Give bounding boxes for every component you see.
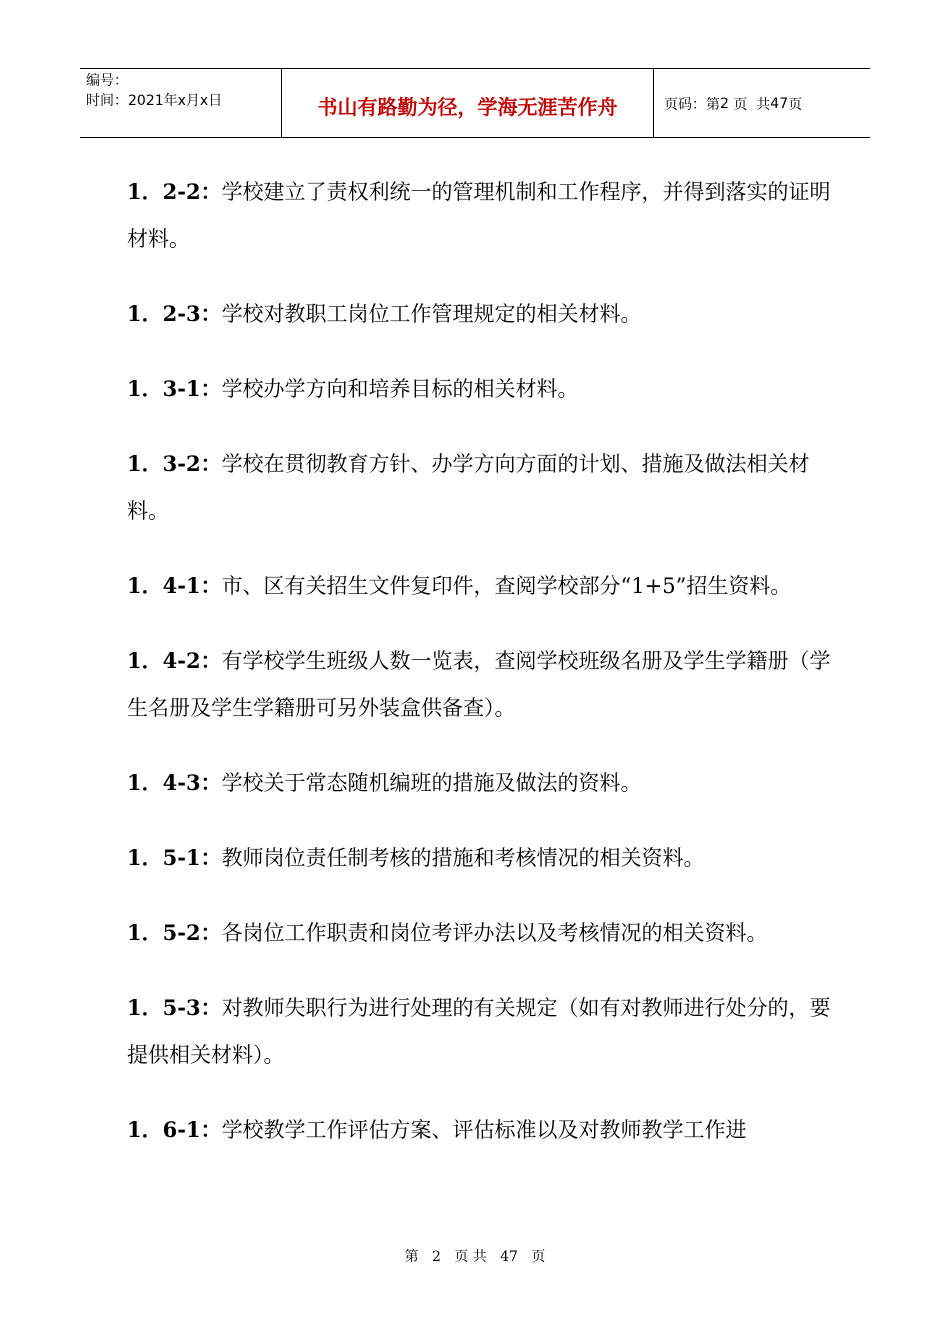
list-item xyxy=(127,834,835,882)
item-text: 学校在贯彻教育方针、办学方向方面的计划、措施及做法相关材料。 xyxy=(127,452,810,523)
item-code: 1．4-2： xyxy=(127,648,222,673)
list-item xyxy=(127,168,835,263)
page-total: 47 xyxy=(770,96,789,112)
item-text: 各岗位工作职责和岗位考评办法以及考核情况的相关资料。 xyxy=(221,921,768,945)
page-mid: 页 共 xyxy=(733,97,771,113)
header-meta xyxy=(80,69,282,137)
header-motto: 书山有路勤为径，学海无涯苦作舟 xyxy=(282,69,654,137)
header-page-info xyxy=(654,69,870,137)
item-text: 对教师失职行为进行处理的有关规定（如有对教师进行处分的，要提供相关材料）。 xyxy=(127,996,831,1067)
list-item xyxy=(127,290,835,338)
item-code: 1．3-1： xyxy=(127,376,222,401)
item-code: 1．6-1： xyxy=(127,1117,222,1142)
item-text: 学校对教职工岗位工作管理规定的相关材料。 xyxy=(221,302,642,326)
page-number: 2 xyxy=(720,96,729,112)
date-label: 时间：2021年x月x日 xyxy=(86,93,223,109)
item-text: 教师岗位责任制考核的措施和考核情况的相关资料。 xyxy=(221,846,705,870)
item-code: 1．2-2： xyxy=(127,179,222,204)
list-item xyxy=(127,909,835,957)
footer-page: 2 xyxy=(432,1249,441,1265)
serial-label: 编号： xyxy=(86,73,128,89)
item-text: 学校办学方向和培养目标的相关材料。 xyxy=(221,377,579,401)
footer-post: 页 xyxy=(531,1249,546,1265)
item-code: 1．4-1： xyxy=(127,573,222,598)
list-item xyxy=(127,365,835,413)
footer-total: 47 xyxy=(500,1249,518,1265)
item-text: 学校关于常态随机编班的措施及做法的资料。 xyxy=(221,771,642,795)
item-text: 市、区有关招生文件复印件，查阅学校部分“1+5”招生资料。 xyxy=(221,574,792,598)
item-code: 1．3-2： xyxy=(127,451,222,476)
list-item xyxy=(127,1106,835,1154)
page-end: 页 xyxy=(788,97,803,113)
item-text: 学校教学工作评估方案、评估标准以及对教师教学工作进 xyxy=(221,1118,747,1142)
list-item xyxy=(127,984,835,1079)
list-item xyxy=(127,440,835,535)
page-label: 页码：第 xyxy=(664,97,720,113)
item-text: 学校建立了责权利统一的管理机制和工作程序，并得到落实的证明材料。 xyxy=(127,180,831,251)
item-text: 有学校学生班级人数一览表，查阅学校班级名册及学生学籍册（学生名册及学生学籍册可另外装盒供备查）。 xyxy=(127,649,831,720)
item-code: 1．2-3： xyxy=(127,301,222,326)
list-item xyxy=(127,637,835,732)
page-header xyxy=(80,68,870,138)
list-item xyxy=(127,759,835,807)
list-item xyxy=(127,562,835,610)
item-code: 1．5-1： xyxy=(127,845,222,870)
footer-mid: 页 共 xyxy=(454,1249,487,1265)
footer-pre: 第 xyxy=(404,1249,419,1265)
item-code: 1．5-2： xyxy=(127,920,222,945)
document-body xyxy=(127,168,835,1181)
page-footer xyxy=(0,1246,950,1266)
item-code: 1．5-3： xyxy=(127,995,222,1020)
item-code: 1．4-3： xyxy=(127,770,222,795)
